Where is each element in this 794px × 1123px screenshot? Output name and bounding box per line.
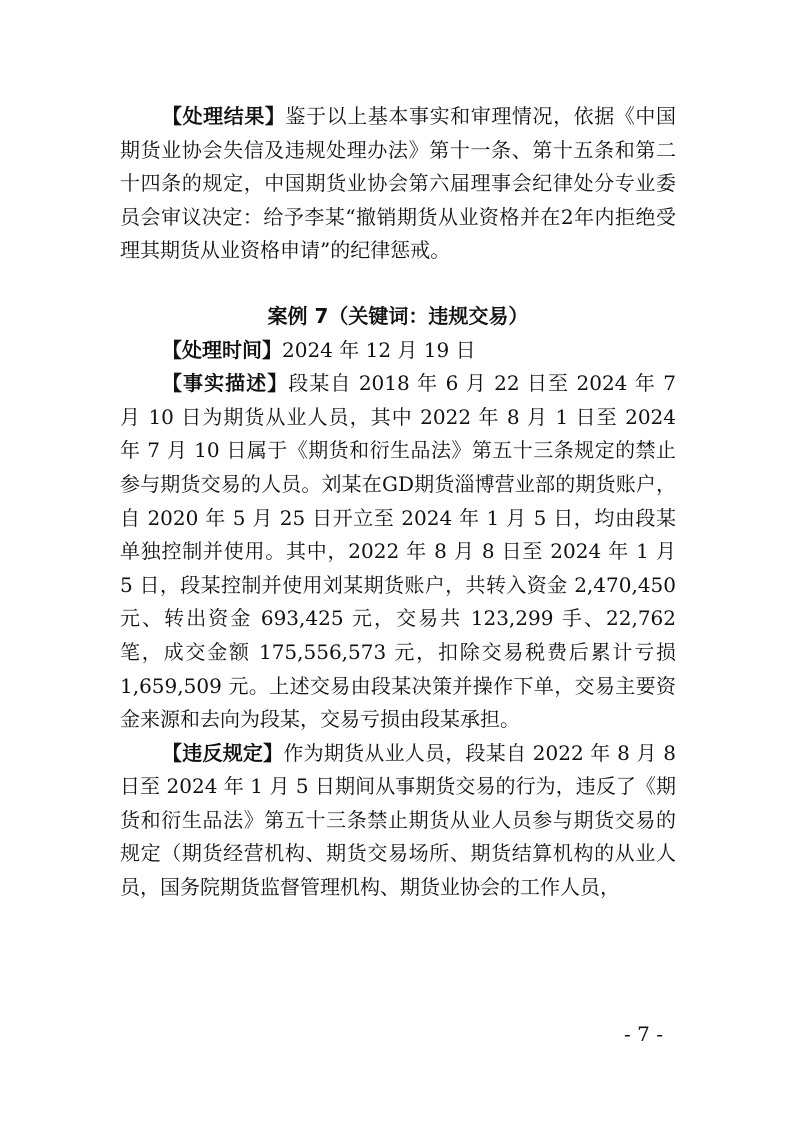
paragraph-processing-result xyxy=(120,100,676,268)
label-violated-rules: 【违反规定】 xyxy=(162,740,284,765)
case-title: 案例 7（关键词：违规交易） xyxy=(267,303,529,328)
label-processing-result: 【处理结果】 xyxy=(162,104,286,128)
paragraph-processing-time xyxy=(120,334,676,368)
text-processing-result: 鉴于以上基本事实和审理情况，依据《中国期货业协会失信及违规处理办法》第十一条、第十五条和第二十四条的规定，中国期货业协会第六届理事会纪律处分专业委员会审议决定：给予李某“撤销期货从业资格并在2年内拒绝受理其期货从业资格申请”的纪律惩戒。 xyxy=(120,104,676,263)
paragraph-fact-description xyxy=(120,367,676,737)
text-processing-time: 2024 年 12 月 19 日 xyxy=(282,337,476,362)
text-fact-description: 段某自 2018 年 6 月 22 日至 2024 年 7 月 10 日为期货从业人员，其中 2022 年 8 月 1 日至 2024 年 7 月 10 日属于《期货和衍生品法》第五十三条规定的禁止参与期货交易的人员。刘某在GD期货淄博营业部的期货账户，自 2020 年 5 月 25 日开立至 2024 年 1 月 5 日，均由段某单独控制并使用。其中，2022 年 8 月 8 日至 2024 年 1 月 5 日，段某控制并使用刘某期货账户，共转入资金 2,470,450 元、转出资金 693,425 元，交易共 123,299 手、22,762 笔，成交金额 175,556,573 元，扣除交易税费后累计亏损 1,659,509 元。上述交易由段某决策并操作下单，交易主要资金来源和去向为段某，交易亏损由段某承担。 xyxy=(120,371,676,732)
page-number: - 7 - xyxy=(624,1022,663,1046)
label-processing-time: 【处理时间】 xyxy=(162,337,282,362)
text-violated-rules: 作为期货从业人员，段某自 2022 年 8 月 8 日至 2024 年 1 月 5 日期间从事期货交易的行为，违反了《期货和衍生品法》第五十三条禁止期货从业人员参与期货交易的规定（期货经营机构、期货交易场所、期货结算机构的从业人员，国务院期货监督管理机构、期货业协会的工作人员， xyxy=(120,740,676,900)
document-body xyxy=(120,100,676,905)
label-fact-description: 【事实描述】 xyxy=(162,371,289,396)
section-gap xyxy=(120,268,676,300)
paragraph-violated-rules xyxy=(120,737,676,905)
